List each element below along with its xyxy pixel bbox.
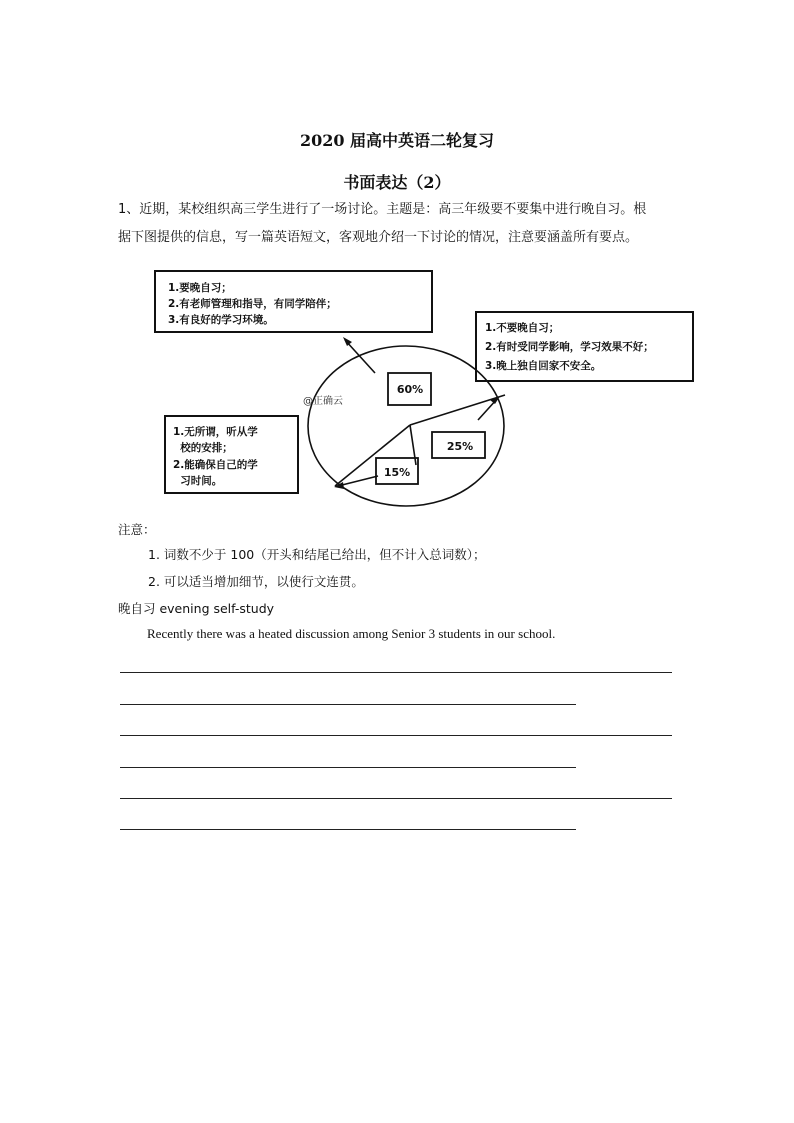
arrowhead-top-left (343, 337, 352, 346)
box-bottom-left-line-4: 习时间。 (173, 475, 223, 487)
writing-line-3[interactable] (120, 735, 672, 736)
box-right-line-2: 2.有时受同学影响，学习效果不好； (485, 341, 654, 353)
note-item-2: 2. 可以适当增加细节，以使行文连贯。 (148, 574, 364, 589)
opening-sentence: Recently there was a heated discussion among Senior 3 students in our school. (147, 626, 556, 641)
pointer-to-bottom-left (338, 476, 378, 486)
pointer-to-top-left (345, 340, 375, 373)
writing-line-5[interactable] (120, 798, 672, 799)
box-top-left-line-2: 2.有老师管理和指导，有同学陪伴； (168, 298, 337, 310)
box-bottom-left-line-2: 校的安排； (173, 442, 233, 454)
vocab-hint: 晚自习 evening self-study (118, 601, 275, 616)
writing-line-1[interactable] (120, 672, 672, 673)
task-line-2: 据下图提供的信息，写一篇英语短文，客观地介绍一下讨论的情况，注意要涵盖所有要点。 (118, 230, 639, 245)
box-bottom-left-line-3: 2.能确保自己的学 (173, 459, 258, 471)
doc-title: 2020 届高中英语二轮复习 (299, 131, 495, 150)
box-top-left-line-1: 1.要晚自习； (168, 282, 232, 294)
box-top-left-line-3: 3.有良好的学习环境。 (168, 314, 274, 326)
slice-label-15: 15% (383, 466, 411, 479)
doc-subtitle: 书面表达（2） (343, 173, 451, 192)
pie-divider-2 (410, 395, 505, 425)
discussion-pie-figure (0, 0, 794, 560)
writing-line-4[interactable] (120, 767, 576, 768)
writing-line-6[interactable] (120, 829, 576, 830)
pie-circle (308, 346, 504, 506)
slice-label-25: 25% (446, 440, 474, 453)
slice-label-60: 60% (396, 383, 424, 396)
note-item-1: 1. 词数不少于 100（开头和结尾已给出，但不计入总词数）； (148, 547, 486, 562)
writing-line-2[interactable] (120, 704, 576, 705)
box-right-line-1: 1.不要晚自习； (485, 322, 560, 334)
box-bottom-left-line-1: 1.无所谓，听从学 (173, 426, 258, 438)
box-right-line-3: 3.晚上独自回家不安全。 (485, 360, 602, 372)
watermark: @正确云 (303, 396, 343, 407)
notes-heading: 注意： (118, 522, 156, 537)
pie-divider-3 (410, 425, 416, 465)
task-line-1: 1、近期，某校组织高三学生进行了一场讨论。主题是：高三年级要不要集中进行晚自习。根 (118, 202, 647, 217)
